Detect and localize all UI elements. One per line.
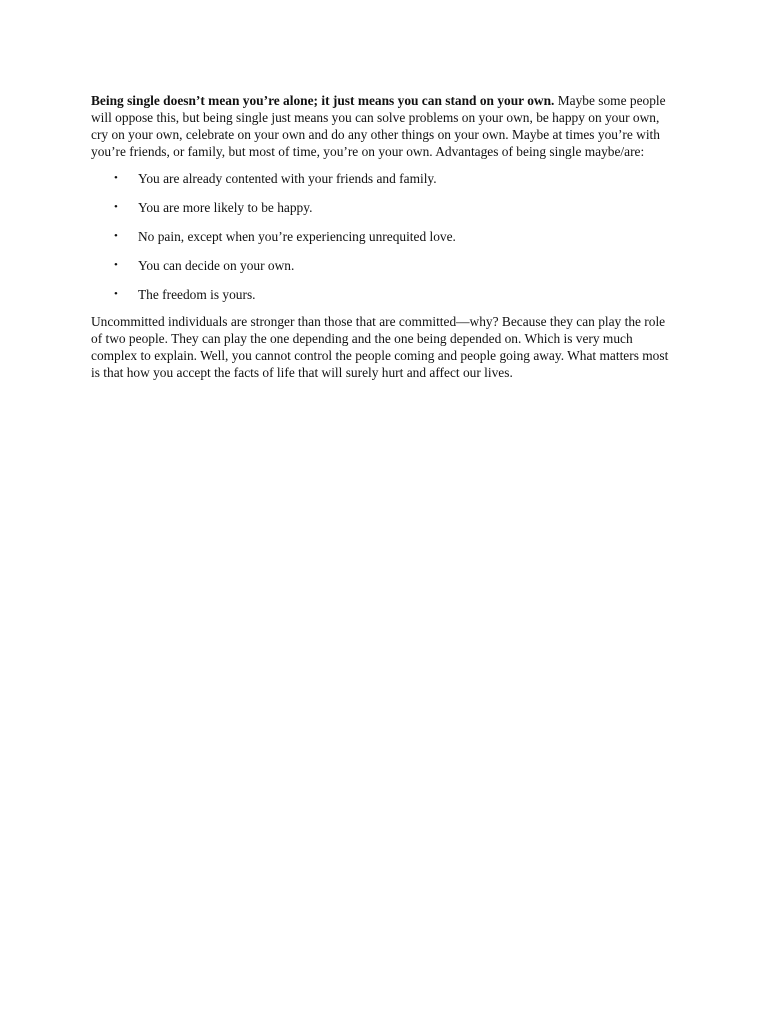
document-page [91, 92, 677, 381]
list-item-text: You can decide on your own. [138, 258, 295, 273]
list-item [91, 170, 677, 187]
intro-paragraph [91, 92, 677, 160]
bullet-icon: • [114, 201, 118, 213]
bullet-icon: • [114, 288, 118, 300]
list-item-text: You are more likely to be happy. [138, 200, 313, 215]
list-item-text: The freedom is yours. [138, 287, 256, 302]
list-item [91, 286, 677, 303]
bullet-icon: • [114, 230, 118, 242]
intro-text: Maybe some people will oppose this, but being single just means you can solve problems on your own, be happy on your own, cry on your own, celebrate on your own and do any other things on your own. Maybe at times you’re with you’re friends, or family, but most of time, you’re on your own. Advantages of being single maybe/are: [91, 93, 666, 159]
list-item-text: You are already contented with your friends and family. [138, 171, 437, 186]
list-item [91, 199, 677, 216]
closing-paragraph: Uncommitted individuals are stronger than those that are committed—why? Because they can play the role of two people. They can play the one depending and the one being depended on. Which is very much complex to explain. Well, you cannot control the people coming and people going away. What matters most is that how you accept the facts of life that will surely hurt and affect our lives. [91, 314, 669, 380]
bullet-icon: • [114, 259, 118, 271]
list-item [91, 228, 677, 245]
bullet-icon: • [114, 172, 118, 184]
list-item [91, 257, 677, 274]
list-item-text: No pain, except when you’re experiencing unrequited love. [138, 229, 456, 244]
intro-bold-lead: Being single doesn’t mean you’re alone; it just means you can stand on your own. [91, 93, 555, 108]
advantages-list [91, 170, 677, 303]
